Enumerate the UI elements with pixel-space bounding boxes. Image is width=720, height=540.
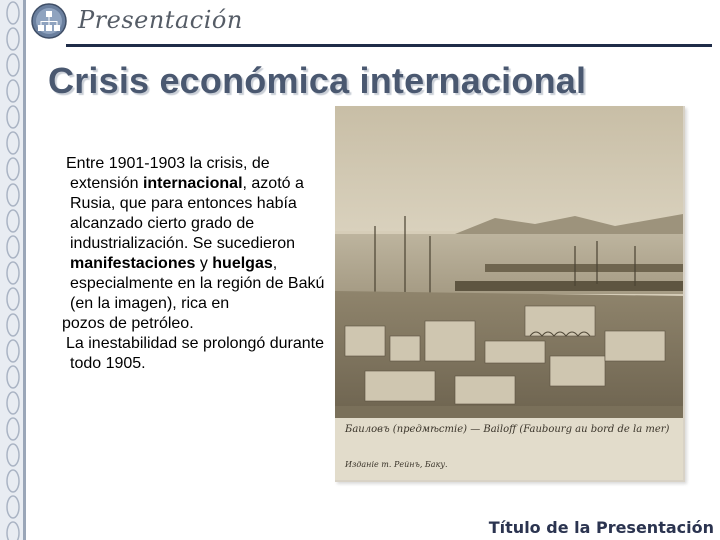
bold-internacional: internacional [142, 175, 243, 192]
paragraph-2: La inestabilidad se prolongó durante todo 1905. [66, 335, 324, 372]
header-divider [66, 44, 712, 47]
slide-body [62, 154, 334, 374]
paragraph-1-continuation: pozos de petróleo. [62, 315, 194, 332]
text-run: , azotó a Rusia, que para entonces había alcanzado cierto grado de industrialización. Se sucedieron [70, 175, 304, 252]
photo-publisher: Изданіе т. Рейнъ, Баку. [345, 460, 448, 469]
photo-caption: Баиловъ (предмѣстіе) — Bailoff (Faubourg au bord de la mer) [345, 424, 670, 435]
left-decorative-border [0, 0, 26, 540]
text-run: y [195, 255, 213, 272]
paragraph-1 [66, 154, 334, 314]
bold-huelgas: huelgas [212, 255, 273, 272]
text-run: , especialmente en la región de Bakú (en la imagen), rica en [70, 255, 325, 312]
org-chart-icon [30, 2, 68, 40]
section-label: Presentación [78, 6, 243, 34]
bold-manifestaciones: manifestaciones [70, 255, 196, 272]
slide-title: Crisis económica internacional [48, 60, 587, 101]
baku-photo [335, 106, 685, 482]
presentation-title: Título de la Presentación [488, 518, 714, 537]
text-run: Entre 1901-1903 la crisis, de extensión [66, 155, 270, 192]
